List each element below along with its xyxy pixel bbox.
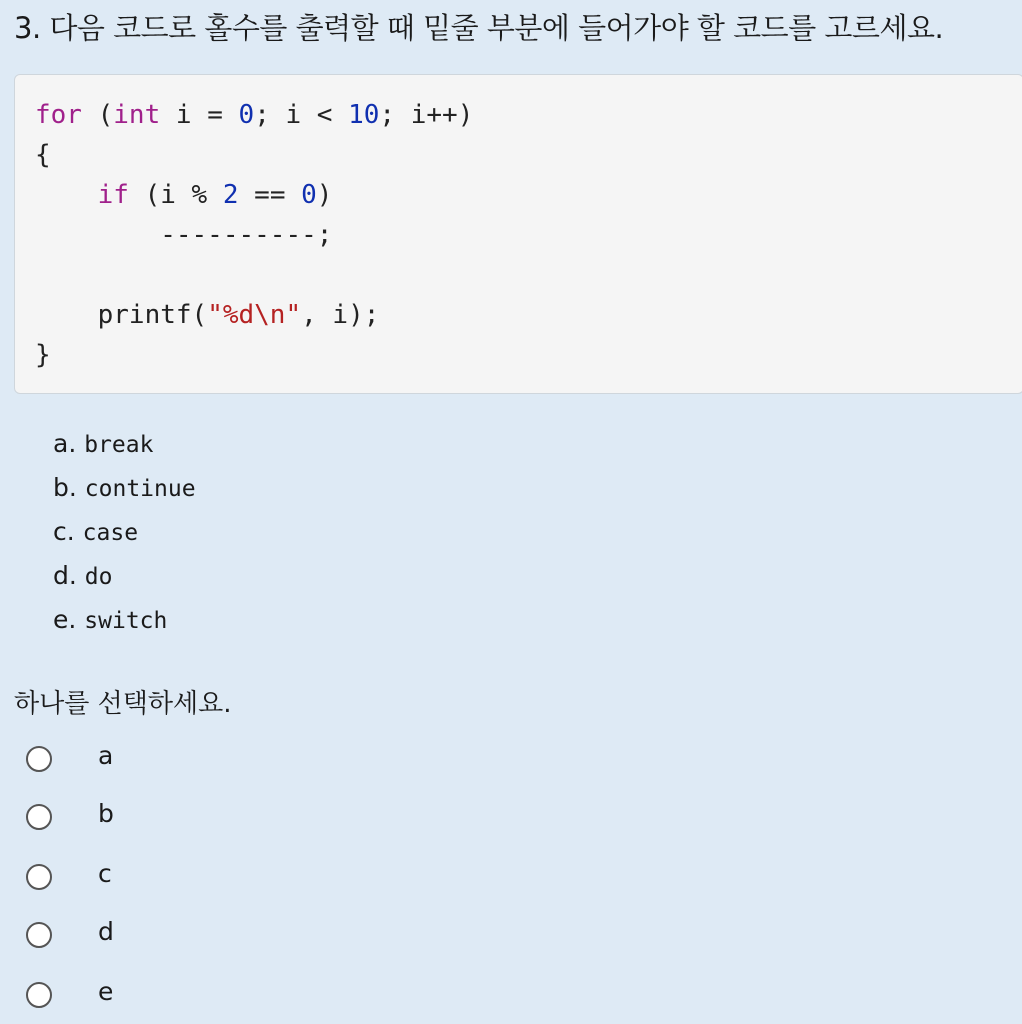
answer-choice-d[interactable] bbox=[26, 917, 226, 950]
code-text: (i % bbox=[128, 180, 223, 210]
option-c bbox=[53, 516, 138, 549]
answer-choice-b[interactable] bbox=[26, 799, 226, 832]
option-a bbox=[53, 428, 153, 461]
radio-button[interactable] bbox=[26, 864, 52, 890]
code-indent bbox=[35, 180, 98, 210]
option-e bbox=[53, 604, 167, 637]
code-text: ; i < bbox=[254, 100, 349, 130]
code-number: 2 bbox=[222, 180, 239, 210]
code-string: "%d\n" bbox=[207, 300, 302, 330]
choice-label[interactable]: e bbox=[98, 977, 114, 1006]
code-keyword: if bbox=[97, 180, 129, 210]
code-keyword: for bbox=[35, 100, 82, 130]
answer-prompt: 하나를 선택하세요. bbox=[14, 689, 232, 719]
option-text: continue bbox=[84, 476, 196, 502]
answer-choice-e[interactable] bbox=[26, 977, 226, 1010]
code-text: i = bbox=[160, 100, 239, 130]
option-letter: a. bbox=[53, 429, 77, 458]
question-title: 3. 다음 코드로 홀수를 출력할 때 밑줄 부분에 들어가야 할 코드를 고르세요. bbox=[14, 11, 944, 45]
radio-button[interactable] bbox=[26, 746, 52, 772]
choice-label[interactable]: c bbox=[98, 859, 112, 888]
code-text: == bbox=[238, 180, 302, 210]
option-letter: d. bbox=[53, 561, 77, 590]
code-number: 0 bbox=[301, 180, 317, 210]
code-line-6: } bbox=[35, 340, 51, 370]
code-number: 10 bbox=[348, 100, 380, 130]
option-letter: e. bbox=[53, 605, 77, 634]
answer-choice-c[interactable] bbox=[26, 859, 226, 892]
choice-label[interactable]: a bbox=[98, 741, 114, 770]
option-b bbox=[53, 472, 196, 505]
option-d bbox=[53, 560, 112, 593]
option-text: break bbox=[84, 432, 154, 458]
answer-choice-a[interactable] bbox=[26, 741, 226, 774]
code-number: 0 bbox=[238, 100, 255, 130]
option-text: case bbox=[82, 520, 139, 546]
code-line-1 bbox=[35, 95, 473, 135]
code-text: , i); bbox=[301, 300, 380, 330]
radio-button[interactable] bbox=[26, 922, 52, 948]
choice-label[interactable]: b bbox=[98, 799, 114, 828]
radio-button[interactable] bbox=[26, 982, 52, 1008]
code-line-4-blank: ----------; bbox=[35, 220, 333, 250]
code-text: ) bbox=[316, 180, 333, 210]
code-text: ; i++) bbox=[379, 100, 474, 130]
code-text: printf( bbox=[35, 300, 208, 330]
code-line-2: { bbox=[35, 140, 51, 170]
code-keyword: int bbox=[113, 100, 161, 130]
option-text: do bbox=[84, 564, 113, 590]
option-text: switch bbox=[84, 608, 168, 634]
code-text: ( bbox=[81, 100, 114, 130]
code-line-3 bbox=[35, 175, 332, 215]
option-letter: b. bbox=[53, 473, 77, 502]
code-line-5 bbox=[35, 295, 379, 335]
radio-button[interactable] bbox=[26, 804, 52, 830]
option-letter: c. bbox=[53, 517, 75, 546]
code-block bbox=[14, 74, 1022, 394]
choice-label[interactable]: d bbox=[98, 917, 114, 946]
